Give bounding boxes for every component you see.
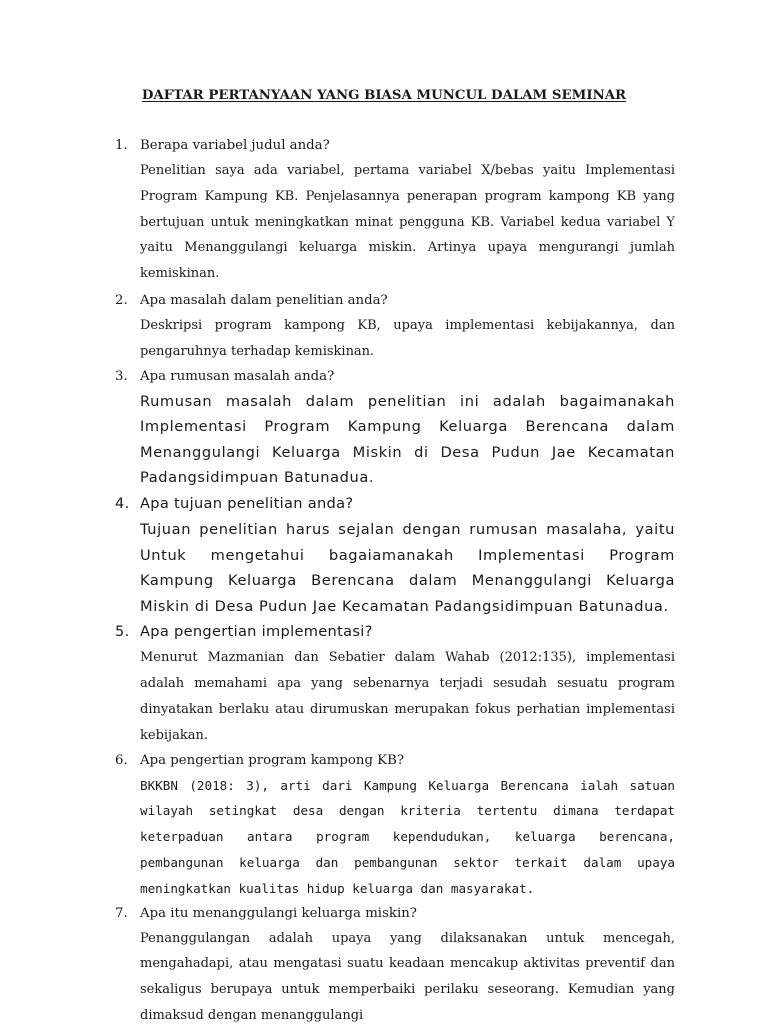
answer-text: Tujuan penelitian harus sejalan dengan rumusan masalaha, yaitu Untuk mengetahui bagaiamanakah Implementasi Program Kampung Keluarga Berencana dalam Menanggulangi Keluarga Miskin di Desa Pudun Jae Kecamatan Padangsidimpuan Batunadua.	[140, 520, 675, 615]
answer-text: Menurut Mazmanian dan Sebatier dalam Wahab (2012:135), implementasi adalah memahami apa yang sebenarnya terjadi sesudah sesuatu program dinyatakan berlaku atau dirumuskan merupakan fokus perhatian implementasi kebijakan.	[140, 650, 675, 743]
item-number: 7.	[115, 905, 128, 921]
question-item-6	[115, 749, 675, 902]
item-number: 5.	[115, 623, 130, 641]
question-item-3	[115, 365, 675, 491]
item-number: 3.	[115, 368, 128, 384]
question-text: Apa rumusan masalah anda?	[140, 368, 335, 384]
question-text: Apa pengertian program kampong KB?	[140, 752, 405, 768]
item-number: 2.	[115, 292, 128, 308]
answer-text: BKKBN (2018: 3), arti dari Kampung Keluarga Berencana ialah satuan wilayah setingkat desa dengan kriteria tertentu dimana terdapat keterpaduan antara program kependudukan, keluarga berencana, pembangunan keluarga dan pembangunan sektor terkait dalam upaya meningkatkan kualitas hidup keluarga dan masyarakat.	[140, 777, 675, 896]
answer-text: Deskripsi program kampong KB, upaya implementasi kebijakannya, dan pengaruhnya terhadap kemiskinan.	[140, 317, 675, 359]
answer-text: Rumusan masalah dalam penelitian ini adalah bagaimanakah Implementasi Program Kampung Keluarga Berencana dalam Menanggulangi Keluarga Miskin di Desa Pudun Jae Kecamatan Padangsidimpuan Batunadua.	[140, 392, 675, 487]
answer-text: Penelitian saya ada variabel, pertama variabel X/bebas yaitu Implementasi Program Kampung KB. Penjelasannya penerapan program kampong KB yang bertujuan untuk meningkatkan minat pengguna KB. Variabel kedua variabel Y yaitu Menanggulangi keluarga miskin. Artinya upaya mengurangi jumlah kemiskinan.	[140, 163, 675, 282]
item-number: 4.	[115, 494, 130, 512]
document-title: DAFTAR PERTANYAAN YANG BIASA MUNCUL DALAM SEMINAR	[141, 88, 627, 103]
item-number: 1.	[115, 138, 128, 153]
question-item-4	[115, 491, 675, 619]
answer-text: Penanggulangan adalah upaya yang dilaksanakan untuk mencegah, mengahadapi, atau mengatasi suatu keadaan mencakup aktivitas preventif dan sekaligus berupaya untuk memperbaiki perilaku seseorang. Kemudian yang dimaksud dengan menanggulangi	[140, 930, 675, 1023]
question-item-5	[115, 619, 675, 748]
question-text: Apa masalah dalam penelitian anda?	[140, 292, 388, 308]
question-list	[115, 134, 675, 1029]
question-text: Apa tujuan penelitian anda?	[140, 494, 354, 512]
question-text: Apa itu menanggulangi keluarga miskin?	[140, 905, 417, 921]
question-item-7	[115, 902, 675, 1029]
question-item-1	[115, 134, 675, 287]
question-item-2	[115, 289, 675, 365]
question-text: Apa pengertian implementasi?	[140, 623, 373, 641]
question-text: Berapa variabel judul anda?	[140, 138, 330, 153]
item-number: 6.	[115, 752, 128, 768]
